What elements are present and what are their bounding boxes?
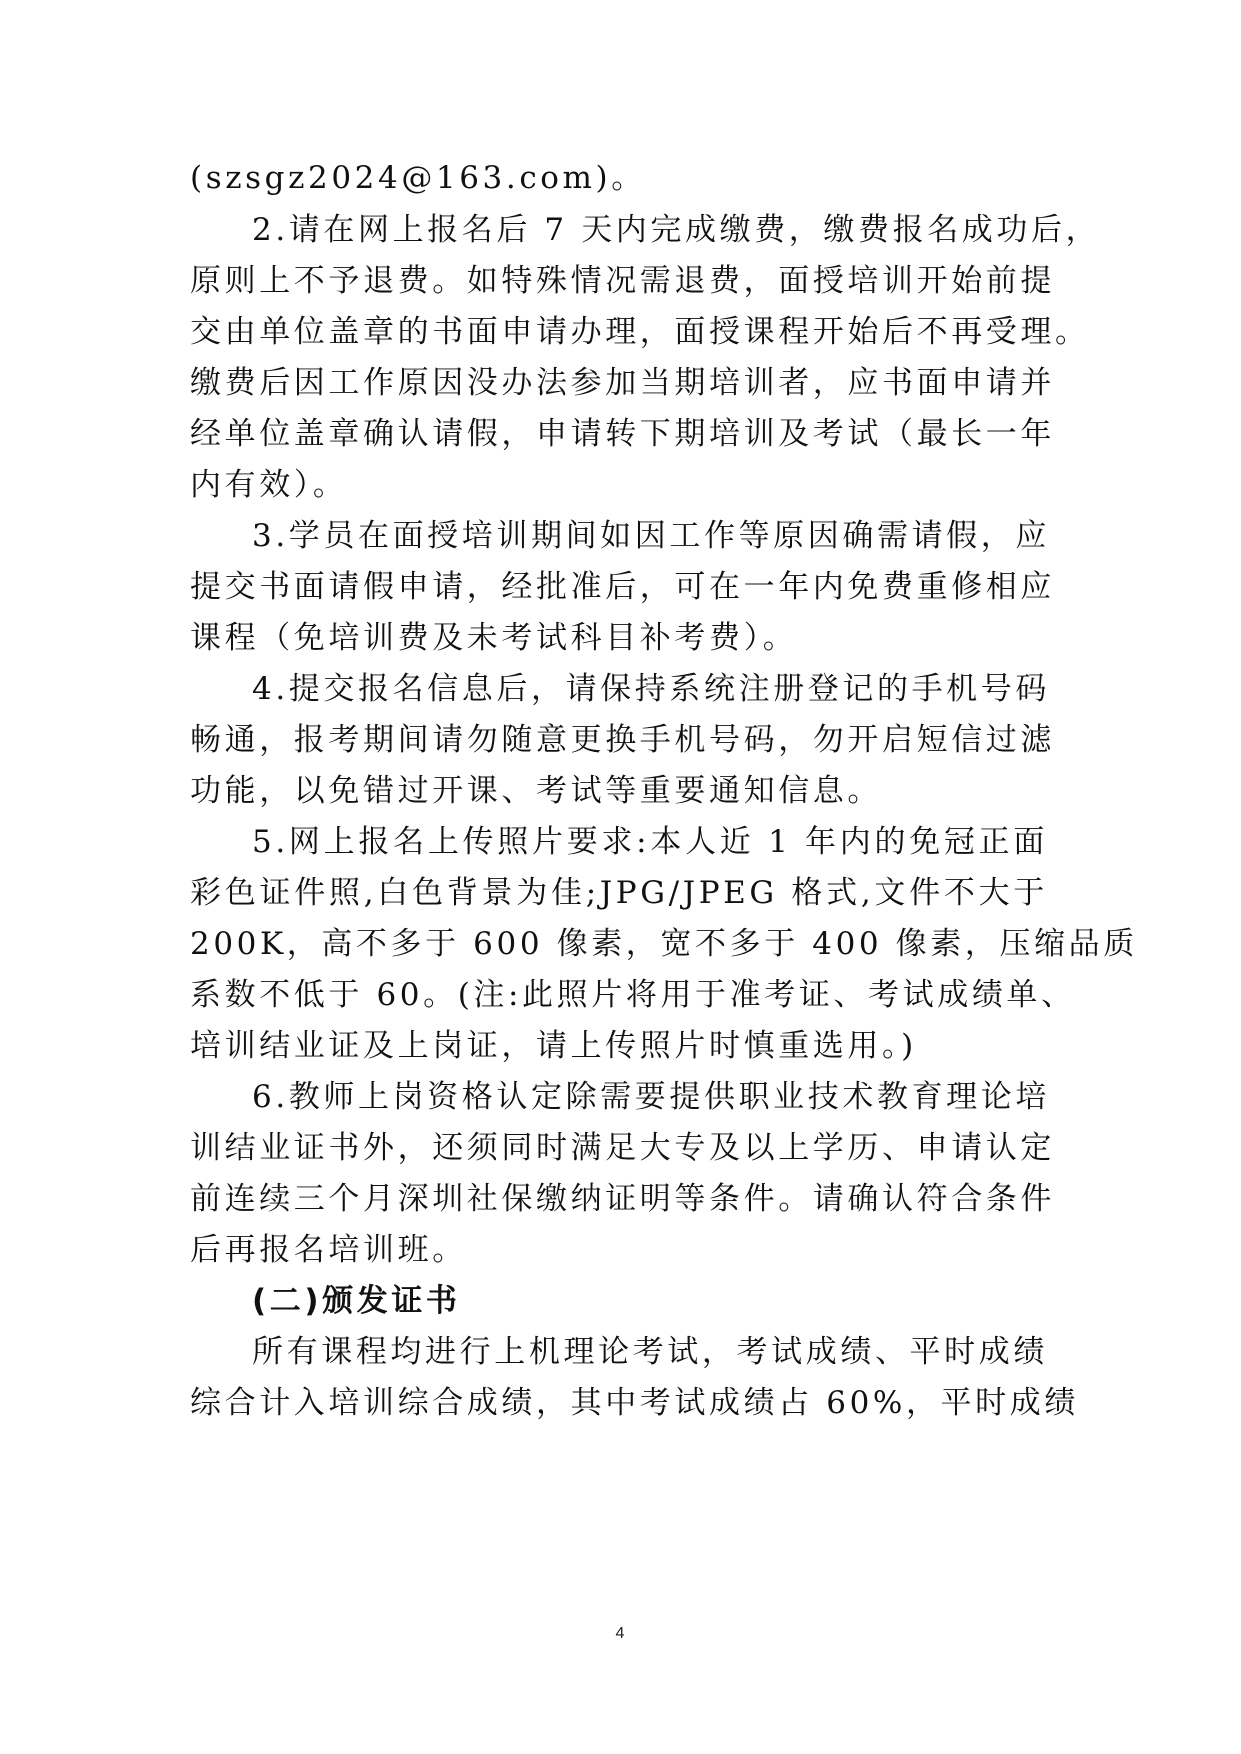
email-line: (szsgz2024@163.com)。 [190,160,646,196]
item-2-line-6: 内有效）。 [190,467,348,503]
item-5-line-4: 系数不低于 60。(注:此照片将用于准考证、考试成绩单、 [190,977,1076,1013]
item-6-line-4: 后再报名培训班。 [190,1232,467,1268]
item-2-line-2: 原则上不予退费。如特殊情况需退费，面授培训开始前提 [190,263,1055,299]
item-2-line-1: 2.请在网上报名后 7 天内完成缴费，缴费报名成功后， [252,212,1101,248]
item-6-line-3: 前连续三个月深圳社保缴纳证明等条件。请确认符合条件 [190,1181,1055,1217]
item-5-line-1: 5.网上报名上传照片要求:本人近 1 年内的免冠正面 [252,824,1048,860]
item-5-line-5: 培训结业证及上岗证，请上传照片时慎重选用。) [190,1028,917,1064]
page-number: 4 [615,1625,625,1642]
item-6-line-2: 训结业证书外，还须同时满足大专及以上学历、申请认定 [190,1130,1055,1166]
item-3-line-1: 3.学员在面授培训期间如因工作等原因确需请假，应 [252,518,1050,554]
item-2-line-5: 经单位盖章确认请假，申请转下期培训及考试（最长一年 [190,416,1055,452]
section-heading-certificates: (二)颁发证书 [252,1283,461,1319]
item-5-line-3: 200K，高不多于 600 像素，宽不多于 400 像素，压缩品质 [190,926,1138,962]
item-2-line-4: 缴费后因工作原因没办法参加当期培训者，应书面申请并 [190,365,1055,401]
item-6-line-1: 6.教师上岗资格认定除需要提供职业技术教育理论培 [252,1079,1050,1115]
item-2-line-3: 交由单位盖章的书面申请办理，面授课程开始后不再受理。 [190,314,1090,350]
item-4-line-2: 畅通，报考期间请勿随意更换手机号码，勿开启短信过滤 [190,722,1055,758]
item-5-line-2: 彩色证件照,白色背景为佳;JPG/JPEG 格式,文件不大于 [190,875,1048,911]
item-4-line-1: 4.提交报名信息后，请保持系统注册登记的手机号码 [252,671,1050,707]
item-3-line-2: 提交书面请假申请，经批准后，可在一年内免费重修相应 [190,569,1055,605]
item-3-line-3: 课程（免培训费及未考试科目补考费）。 [190,620,798,656]
item-4-line-3: 功能，以免错过开课、考试等重要通知信息。 [190,773,882,809]
certificates-line-1: 所有课程均进行上机理论考试，考试成绩、平时成绩 [252,1334,1048,1370]
certificates-line-2: 综合计入培训综合成绩，其中考试成绩占 60%，平时成绩 [190,1385,1079,1421]
